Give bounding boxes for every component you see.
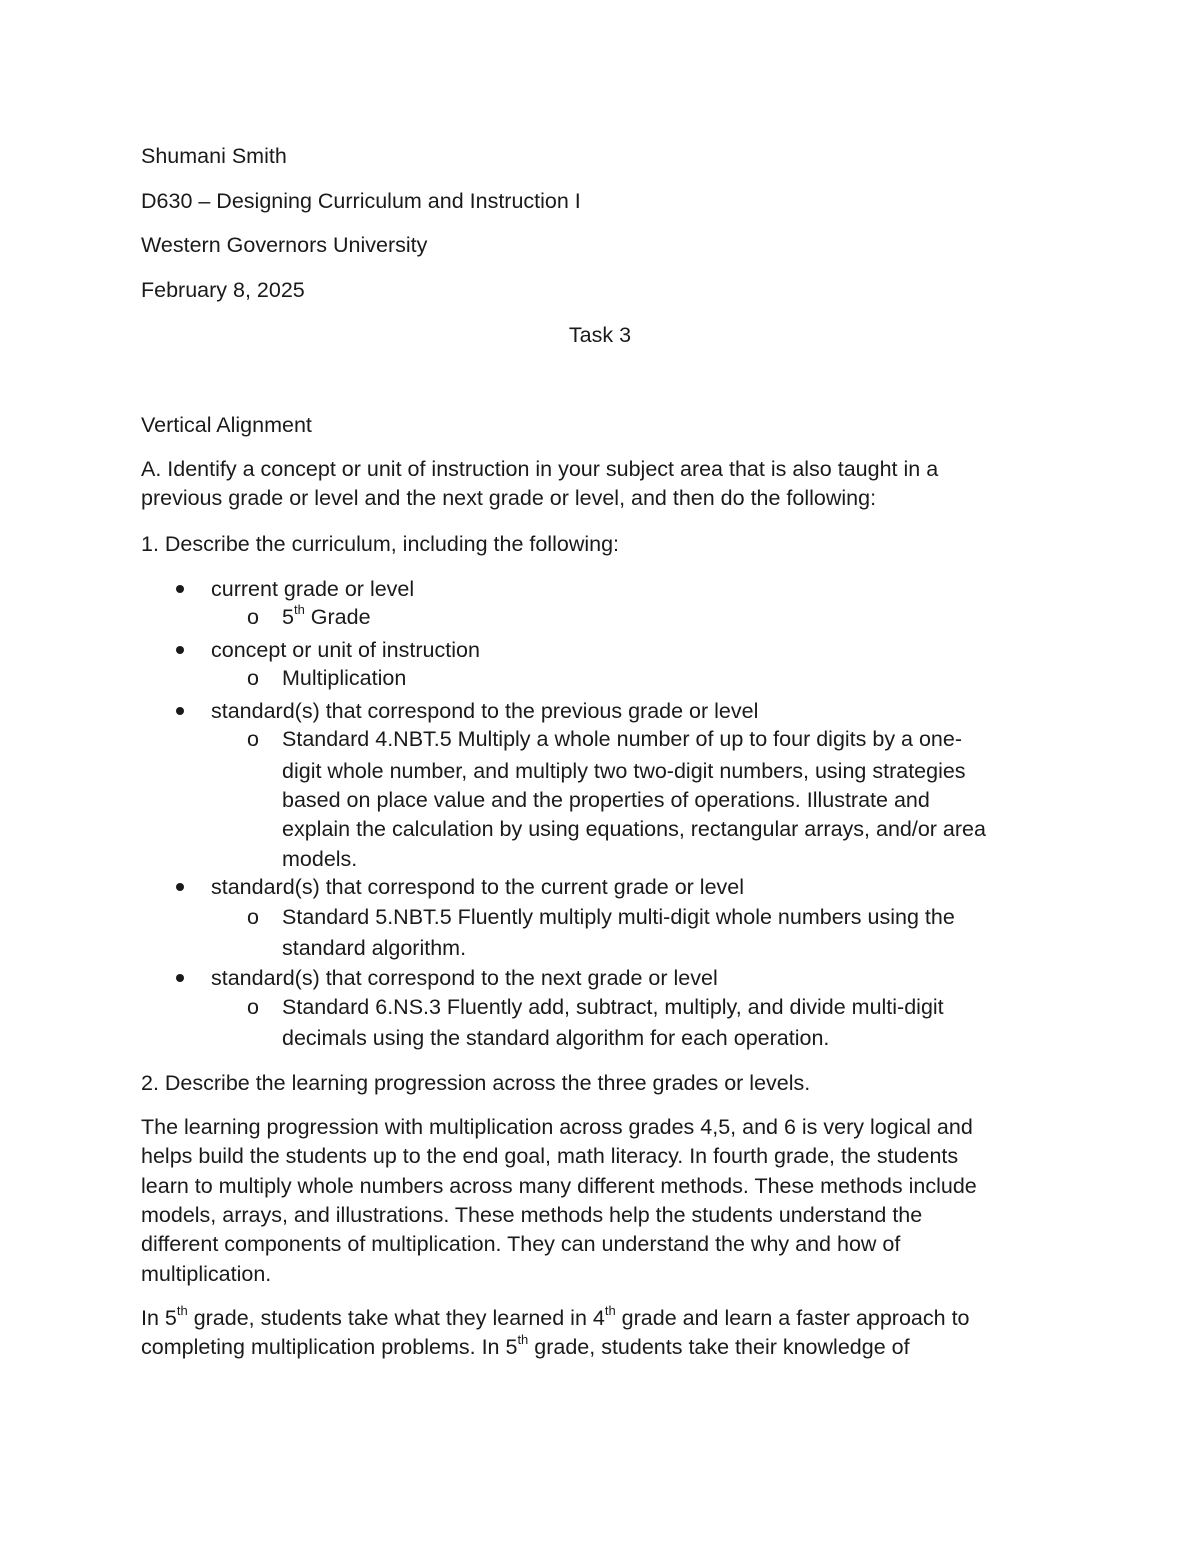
question-2: 2. Describe the learning progression across the three grades or levels. (141, 1071, 811, 1095)
sub-bullet-marker: o (247, 905, 259, 929)
sub-list-item-line: decimals using the standard algorithm for each operation. (282, 1026, 830, 1050)
paragraph-2-line: completing multiplication problems. In 5th grade, students take their knowledge of (141, 1331, 910, 1359)
page-title: Task 3 (568, 323, 632, 347)
sub-bullet-marker: o (247, 995, 259, 1019)
list-item: current grade or level (211, 577, 415, 601)
course-title: D630 – Designing Curriculum and Instruction I (141, 189, 581, 213)
list-item: standard(s) that correspond to the current grade or level (211, 875, 745, 899)
document-date: February 8, 2025 (141, 278, 305, 302)
sub-list-item-line: Standard 6.NS.3 Fluently add, subtract, multiply, and divide multi-digit (282, 995, 944, 1019)
sub-list-item-line: explain the calculation by using equations, rectangular arrays, and/or area (282, 817, 986, 841)
list-item: standard(s) that correspond to the next grade or level (211, 966, 718, 990)
sub-list-item-line: models. (282, 847, 358, 871)
bullet-dot (176, 883, 184, 891)
paragraph-1-line: The learning progression with multiplication across grades 4,5, and 6 is very logical and (141, 1115, 973, 1139)
bullet-dot (176, 974, 184, 982)
question-1: 1. Describe the curriculum, including the following: (141, 532, 620, 556)
paragraph-1-line: different components of multiplication. They can understand the why and how of (141, 1232, 901, 1256)
bullet-dot (176, 707, 184, 715)
sub-list-item: 5th Grade (282, 601, 371, 629)
sub-list-item-line: Standard 5.NBT.5 Fluently multiply multi-digit whole numbers using the (282, 905, 955, 929)
list-item: standard(s) that correspond to the previous grade or level (211, 699, 759, 723)
sub-bullet-marker: o (247, 727, 259, 751)
author-name: Shumani Smith (141, 144, 287, 168)
paragraph-1-line: multiplication. (141, 1262, 272, 1286)
paragraph-1-line: learn to multiply whole numbers across many different methods. These methods include (141, 1174, 977, 1198)
list-item: concept or unit of instruction (211, 638, 480, 662)
sub-bullet-marker: o (247, 605, 259, 629)
prompt-a-line-2: previous grade or level and the next grade or level, and then do the following: (141, 486, 877, 510)
sub-list-item: Multiplication (282, 666, 407, 690)
bullet-dot (176, 646, 184, 654)
sub-list-item-line: standard algorithm. (282, 936, 467, 960)
sub-list-item-line: Standard 4.NBT.5 Multiply a whole number of up to four digits by a one- (282, 727, 963, 751)
sub-list-item-line: digit whole number, and multiply two two-digit numbers, using strategies (282, 759, 966, 783)
sub-list-item-line: based on place value and the properties of operations. Illustrate and (282, 788, 930, 812)
bullet-dot (176, 585, 184, 593)
section-heading: Vertical Alignment (141, 413, 312, 437)
sub-bullet-marker: o (247, 666, 259, 690)
prompt-a-line-1: A. Identify a concept or unit of instruction in your subject area that is also taught in a (141, 457, 939, 481)
paragraph-1-line: models, arrays, and illustrations. These methods help the students understand the (141, 1203, 923, 1227)
university-name: Western Governors University (141, 233, 428, 257)
paragraph-2-line: In 5th grade, students take what they learned in 4th grade and learn a faster approach to (141, 1302, 970, 1330)
paragraph-1-line: helps build the students up to the end goal, math literacy. In fourth grade, the students (141, 1144, 959, 1168)
